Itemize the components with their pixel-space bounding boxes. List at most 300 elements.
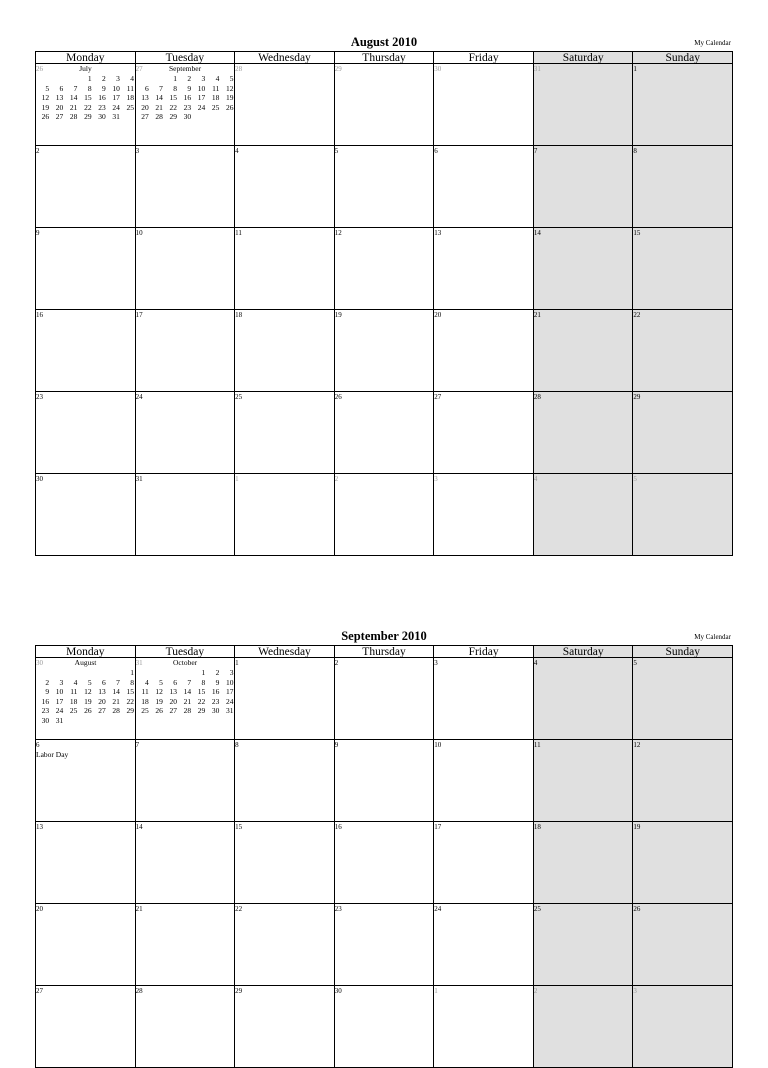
mini-calendar-day: 1 [130,668,134,677]
mini-calendar-row [36,84,135,94]
mini-calendar-day [107,668,121,678]
day-cell[interactable] [235,658,335,740]
mini-calendar-day [93,668,107,678]
mini-calendar-row [136,74,235,84]
day-number: 12 [334,229,342,237]
day-cell[interactable] [235,146,335,228]
mini-calendar-row [136,668,235,678]
day-cell[interactable] [434,904,534,986]
mini-calendar-day: 27 [141,112,149,121]
mini-calendar-day: 4 [130,74,134,83]
day-number: 22 [633,311,641,319]
day-number: 11 [533,741,541,749]
mini-calendar-day [64,668,78,678]
day-cell[interactable] [335,658,435,740]
day-number: 1 [235,659,239,667]
mini-calendar-row [36,74,135,84]
mini-calendar-day: 16 [98,93,106,102]
day-number: 3 [633,987,637,995]
day-cell[interactable] [36,392,136,474]
mini-calendar-day: 21 [183,696,192,706]
day-number: 17 [135,311,143,319]
day-cell[interactable] [235,740,335,822]
day-cell[interactable] [335,474,435,556]
day-cell[interactable] [235,228,335,310]
day-number: 6 [434,147,438,155]
day-number: 26 [633,905,641,913]
mini-calendar-day: 29 [84,112,92,121]
mini-calendar-day: 21 [112,696,120,706]
day-cell[interactable] [136,986,236,1068]
mini-calendar-day: 16 [41,696,50,706]
day-number: 11 [235,229,242,237]
day-cell[interactable] [335,904,435,986]
day-number: 13 [434,229,442,237]
day-cell[interactable] [633,986,733,1068]
day-cell[interactable] [633,64,733,146]
mini-calendar-day: 23 [183,102,192,112]
day-cell[interactable] [434,310,534,392]
mini-calendar-day: 27 [169,706,177,715]
mini-calendar [136,64,235,122]
day-number: 30 [334,987,342,995]
day-number: 24 [434,905,442,913]
mini-calendar-day: 26 [84,706,92,715]
day-number: 26 [36,65,43,73]
day-cell[interactable] [633,904,733,986]
mini-calendar-day: 15 [197,687,206,696]
day-cell[interactable] [633,392,733,474]
day-number: 21 [533,311,541,319]
day-number: 12 [633,741,641,749]
day-number: 5 [334,147,339,155]
mini-calendar-day: 11 [141,687,149,696]
mini-calendar-day: 18 [126,93,134,102]
mini-calendar-day: 28 [155,112,163,121]
weekday-label: Saturday [534,646,634,658]
mini-calendar-day: 8 [173,83,177,93]
day-cell[interactable] [335,740,435,822]
day-number: 1 [434,987,438,995]
mini-calendar-day: 1 [87,74,92,83]
mini-calendar-day: 22 [197,696,206,706]
mini-calendar-day: 23 [211,696,220,706]
mini-calendar-day: 13 [141,93,149,102]
day-cell[interactable] [633,658,733,740]
day-cell[interactable] [136,740,236,822]
mini-calendar-row [136,678,235,688]
day-number: 27 [36,987,43,995]
mini-calendar-day: 10 [197,83,206,93]
mini-calendar-row [36,93,135,103]
day-cell[interactable] [534,904,634,986]
mini-calendar-day: 18 [211,93,220,102]
day-number: 16 [334,823,342,831]
mini-calendar-day: 9 [45,687,50,696]
day-number: 21 [135,905,143,913]
mini-calendar-day [78,716,92,726]
mini-calendar-day: 24 [197,102,206,112]
day-number: 5 [633,475,637,483]
event-label[interactable]: Labor Day [36,750,69,759]
day-cell[interactable] [434,474,534,556]
mini-calendar-day: 27 [98,706,106,715]
day-number: 18 [533,823,541,831]
day-number: 15 [235,823,243,831]
mini-calendar-title: September [169,64,202,73]
day-number: 31 [135,475,143,483]
mini-calendar-day: 8 [130,677,134,687]
mini-calendar-row [136,706,235,716]
mini-calendar-day: 18 [69,696,78,706]
mini-calendar-day: 25 [211,102,220,112]
mini-calendar-title: July [79,64,92,73]
mini-calendar-day: 3 [59,677,64,687]
calendar-caption: My Calendar [694,39,731,47]
mini-calendar-day: 9 [101,83,106,93]
day-cell[interactable] [136,146,236,228]
mini-calendar-day: 13 [169,687,177,696]
mini-calendar-day: 7 [116,677,120,687]
weekday-label: Saturday [534,52,634,64]
day-cell[interactable] [434,986,534,1068]
weekday-label: Tuesday [136,646,236,658]
mini-calendar-day [121,716,135,726]
mini-calendar-title: October [172,658,198,667]
mini-calendar-day: 20 [98,696,106,706]
day-number: 27 [135,65,143,73]
day-number: 31 [533,65,541,73]
mini-calendar-day: 6 [144,83,149,93]
day-cell[interactable] [633,228,733,310]
day-cell[interactable] [434,822,534,904]
mini-calendar [36,64,135,122]
day-cell[interactable] [633,474,733,556]
mini-calendar-day: 17 [112,93,120,102]
day-cell[interactable] [534,658,634,740]
mini-calendar-day: 10 [55,687,64,696]
day-number: 26 [334,393,342,401]
mini-calendar-day: 7 [159,83,163,93]
mini-calendar-day: 5 [45,83,50,93]
mini-calendar-day: 3 [201,74,206,83]
day-cell[interactable] [633,822,733,904]
weekday-label: Thursday [335,646,435,658]
mini-calendar-day: 12 [155,687,163,696]
day-cell[interactable] [534,392,634,474]
mini-calendar-day [220,112,234,122]
day-cell[interactable] [235,392,335,474]
day-number: 6 [36,741,40,749]
mini-calendar-day: 24 [226,696,234,706]
day-cell[interactable] [235,310,335,392]
mini-calendar-row [136,93,235,103]
day-cell[interactable] [36,822,136,904]
day-number: 17 [434,823,442,831]
mini-calendar-row [36,103,135,113]
day-cell[interactable] [335,64,435,146]
day-number: 15 [633,229,641,237]
day-cell[interactable] [235,822,335,904]
mini-calendar-day [64,716,78,726]
mini-calendar-day: 2 [215,668,220,677]
mini-calendar-day: 30 [98,112,106,121]
day-number: 3 [434,659,438,667]
day-cell[interactable] [136,822,236,904]
day-number: 9 [36,229,40,237]
weekday-label: Thursday [335,52,435,64]
day-cell[interactable] [534,310,634,392]
mini-calendar-day: 15 [126,687,134,696]
mini-calendar-day: 28 [112,706,120,715]
mini-calendar-day: 9 [215,677,220,687]
mini-calendar-day: 14 [155,93,163,102]
day-cell[interactable] [136,310,236,392]
day-cell[interactable] [534,474,634,556]
day-number: 22 [235,905,243,913]
day-number: 31 [135,659,143,667]
day-cell[interactable] [534,146,634,228]
day-cell[interactable] [633,740,733,822]
mini-calendar-day: 1 [173,74,177,83]
mini-calendar-day: 28 [183,706,192,715]
day-number: 29 [235,987,243,995]
day-cell[interactable] [136,64,236,146]
mini-calendar-day: 2 [187,74,192,83]
mini-calendar-day: 20 [141,102,149,112]
mini-calendar-day: 23 [98,102,106,112]
day-number: 14 [533,229,541,237]
mini-calendar-day [136,668,150,678]
mini-calendar-day: 29 [126,706,134,715]
mini-calendar-day: 25 [141,706,149,715]
calendar-caption: My Calendar [694,633,731,641]
mini-calendar-day: 12 [84,687,92,696]
mini-calendar-day: 23 [41,706,50,715]
mini-calendar-day: 26 [41,112,50,121]
mini-calendar-row [36,687,135,697]
mini-calendar-day: 15 [84,93,92,102]
mini-calendar-day: 31 [226,706,234,715]
day-cell[interactable] [36,658,136,740]
day-number: 28 [533,393,541,401]
day-cell[interactable] [36,474,136,556]
weekday-label: Tuesday [136,52,236,64]
day-number: 1 [235,475,239,483]
mini-calendar-day: 30 [41,715,50,725]
mini-calendar-day [36,74,50,84]
month-title: August 2010 [350,35,418,49]
weekday-label: Monday [36,646,136,658]
mini-calendar-day: 22 [169,102,177,112]
day-cell[interactable] [335,392,435,474]
day-cell[interactable] [434,146,534,228]
day-cell[interactable] [534,228,634,310]
mini-calendar-day: 27 [55,112,64,121]
mini-calendar-day: 15 [169,93,177,102]
day-cell[interactable] [136,392,236,474]
day-cell[interactable] [335,228,435,310]
day-number: 10 [434,741,442,749]
day-cell[interactable] [534,64,634,146]
mini-calendar-row [136,697,235,707]
day-number: 2 [533,987,538,995]
mini-calendar-day: 21 [69,102,78,112]
day-cell[interactable] [633,146,733,228]
mini-calendar-day: 8 [87,83,92,93]
day-cell[interactable] [36,64,136,146]
mini-calendar-day [50,668,64,678]
mini-calendar-day: 18 [141,696,149,706]
mini-calendar-day [192,112,206,122]
mini-calendar-day: 21 [155,102,163,112]
mini-calendar-day: 13 [55,93,64,102]
day-cell[interactable] [136,228,236,310]
mini-calendar-row [36,678,135,688]
day-number: 25 [533,905,541,913]
day-cell[interactable] [36,904,136,986]
mini-calendar-day: 25 [69,706,78,715]
mini-calendar-day: 3 [116,74,120,83]
day-number: 20 [434,311,442,319]
mini-calendar-day: 1 [201,668,206,677]
mini-calendar-title: August [74,658,97,667]
day-number: 30 [36,475,43,483]
weekday-header [35,645,733,658]
day-cell[interactable] [335,310,435,392]
day-number: 19 [334,311,342,319]
mini-calendar-day: 17 [197,93,206,102]
mini-calendar-day: 6 [173,677,177,687]
mini-calendar-day [78,668,92,678]
weekday-label: Friday [434,646,534,658]
mini-calendar-day: 5 [159,677,163,687]
day-number: 27 [434,393,442,401]
day-number: 3 [135,147,140,155]
weekday-label: Friday [434,52,534,64]
mini-calendar-day [36,668,50,678]
mini-calendar-day: 16 [211,687,220,696]
mini-calendar-row [36,706,135,716]
day-cell[interactable] [534,822,634,904]
day-number: 7 [135,741,140,749]
day-number: 3 [434,475,438,483]
mini-calendar-day: 19 [155,696,163,706]
day-cell[interactable] [36,986,136,1068]
day-number: 28 [235,65,243,73]
day-cell[interactable] [136,474,236,556]
mini-calendar-day: 29 [197,706,206,715]
day-cell[interactable] [235,474,335,556]
day-number: 18 [235,311,243,319]
day-cell[interactable] [335,146,435,228]
day-cell[interactable] [36,310,136,392]
mini-calendar-day [164,668,178,678]
weekday-label: Wednesday [235,52,335,64]
day-cell[interactable] [335,822,435,904]
day-cell[interactable] [534,740,634,822]
day-number: 13 [36,823,43,831]
day-number: 4 [235,147,239,155]
mini-calendar-day: 29 [169,112,177,121]
mini-calendar [136,658,235,716]
mini-calendar-day: 17 [226,687,234,696]
day-cell[interactable] [434,740,534,822]
day-cell[interactable] [335,986,435,1068]
mini-calendar-row [136,687,235,697]
mini-calendar-day: 31 [55,715,64,725]
day-cell[interactable] [434,64,534,146]
mini-calendar-day: 12 [226,83,234,93]
mini-calendar-day [136,74,150,84]
day-cell[interactable] [235,986,335,1068]
day-number: 30 [434,65,442,73]
weekday-label: Sunday [633,52,733,64]
day-number: 28 [135,987,143,995]
mini-calendar-row [36,697,135,707]
day-number: 1 [633,65,637,73]
day-cell[interactable] [633,310,733,392]
day-number: 9 [334,741,339,749]
mini-calendar-day: 3 [229,668,234,677]
mini-calendar-day: 19 [41,102,50,112]
mini-calendar-day: 17 [55,696,64,706]
mini-calendar-day: 14 [183,687,192,696]
mini-calendar-day: 22 [84,102,92,112]
mini-calendar-day: 13 [98,687,106,696]
mini-calendar-day: 20 [169,696,177,706]
day-cell[interactable] [36,740,136,822]
day-cell[interactable] [434,658,534,740]
day-cell[interactable] [434,392,534,474]
day-cell[interactable] [534,986,634,1068]
mini-calendar-row [36,716,135,726]
mini-calendar-day: 16 [183,93,192,102]
mini-calendar-row [136,112,235,122]
mini-calendar-day: 19 [84,696,92,706]
mini-calendar-day: 11 [70,687,78,696]
weekday-label: Monday [36,52,136,64]
mini-calendar-row [36,668,135,678]
day-cell[interactable] [235,904,335,986]
day-number: 25 [235,393,243,401]
day-cell[interactable] [36,146,136,228]
mini-calendar-day [150,74,164,84]
day-cell[interactable] [434,228,534,310]
mini-calendar-day: 8 [201,677,206,687]
mini-calendar-day [150,668,164,678]
day-number: 24 [135,393,143,401]
day-cell[interactable] [36,228,136,310]
mini-calendar-day: 10 [226,677,234,687]
mini-calendar-day [64,74,78,84]
day-cell[interactable] [235,64,335,146]
day-number: 14 [135,823,143,831]
mini-calendar-day: 2 [101,74,106,83]
day-cell[interactable] [136,904,236,986]
mini-calendar-day: 24 [55,706,64,715]
day-number: 2 [36,147,40,155]
mini-calendar-day [93,716,107,726]
mini-calendar-day: 4 [144,677,149,687]
mini-calendar-day: 25 [126,102,134,112]
mini-calendar-day: 9 [187,83,192,93]
day-cell[interactable] [136,658,236,740]
day-number: 19 [633,823,641,831]
mini-calendar-day: 6 [101,677,106,687]
mini-calendar-day: 11 [126,83,134,93]
mini-calendar-day: 14 [69,93,78,102]
